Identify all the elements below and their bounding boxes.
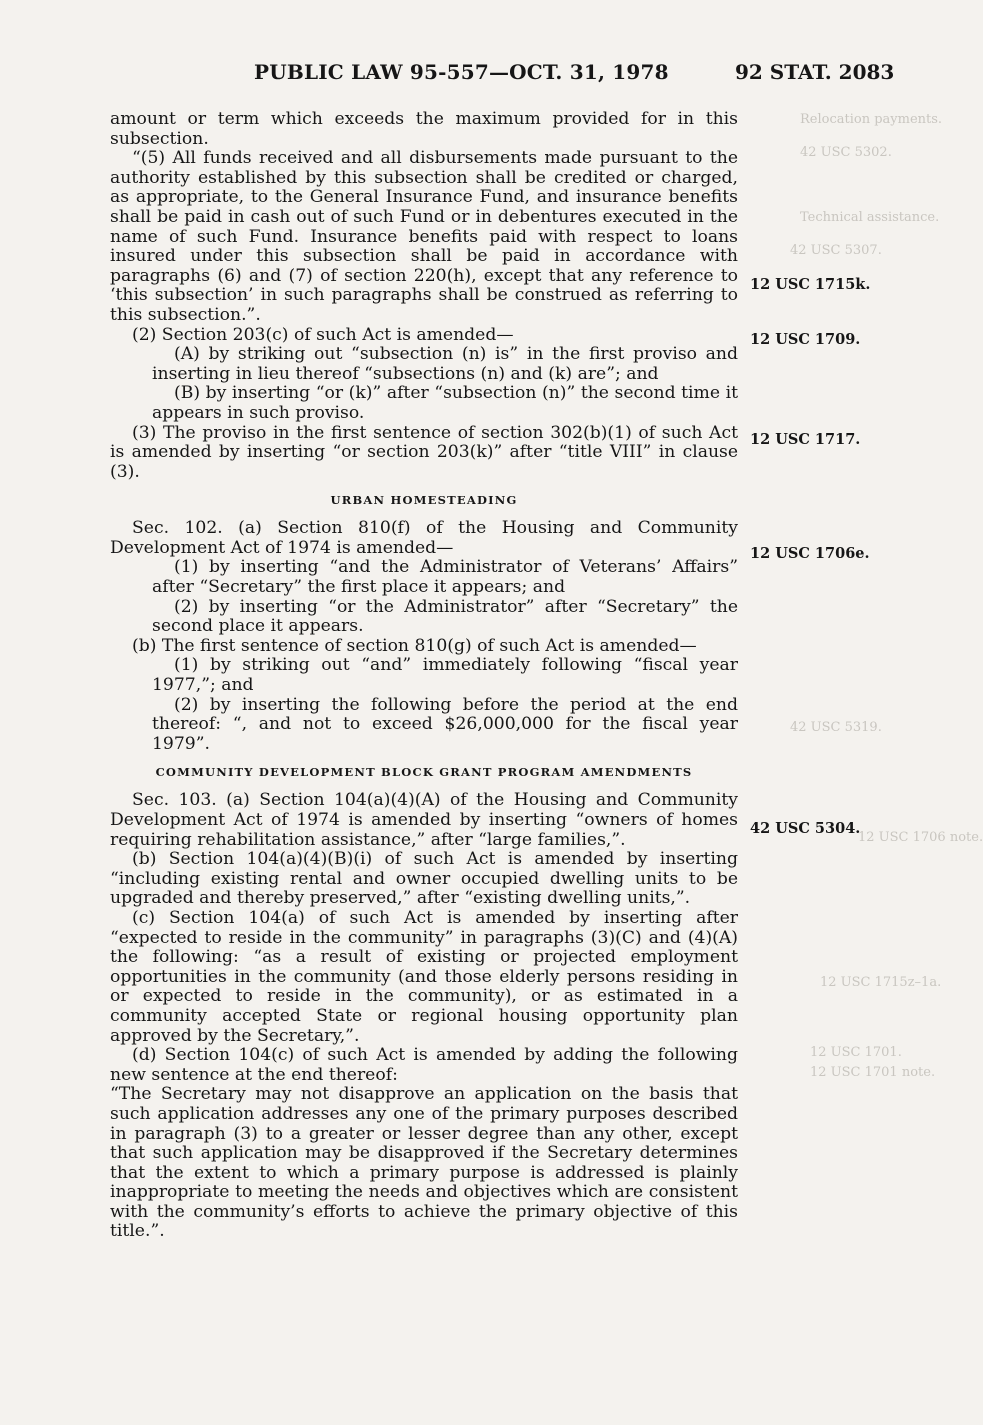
paragraph: (B) by inserting “or (k)” after “subsection (n)” the second time it appears in such proviso. <box>152 383 738 423</box>
paragraph: (3) The proviso in the first sentence of section 302(b)(1) of such Act is amended by inserting “or section 203(k)” after “title VIII” in clause (3). <box>110 422 738 482</box>
margin-citation: 12 USC 1706e. <box>750 545 870 562</box>
paragraph: (1) by striking out “and” immediately following “fiscal year 1977,”; and <box>152 655 738 696</box>
paragraph: (b) The first sentence of section 810(g) of such Act is amended— <box>132 635 697 656</box>
paragraph: “The Secretary may not disapprove an application on the basis that such application addresses any one of the primary purposes described in paragraph (3) to a greater or lesser degree than any other, except that such application may be disapproved if the Secretary determines that the extent to which a primary purpose is addressed is plainly inappropriate to meeting the needs and objectives which are consistent with the community’s efforts to achieve the primary objective of this title.”. <box>110 1084 738 1242</box>
section-heading: URBAN HOMESTEADING <box>330 493 518 508</box>
bleed-through-note: 42 USC 5307. <box>790 243 882 258</box>
paragraph: (2) by inserting the following before the period at the end thereof: “, and not to exceed $26,000,000 for the fiscal year 1979”. <box>152 694 738 754</box>
section-heading: COMMUNITY DEVELOPMENT BLOCK GRANT PROGRAM AMENDMENTS <box>155 765 693 780</box>
bleed-through-note: 42 USC 5302. <box>800 145 892 160</box>
paragraph: (d) Section 104(c) of such Act is amended by adding the following new sentence at the end thereof: <box>110 1045 738 1085</box>
bleed-through-note: 12 USC 1715z–1a. <box>820 975 942 990</box>
bleed-through-note: 42 USC 5319. <box>790 720 882 735</box>
paragraph: (2) Section 203(c) of such Act is amended— <box>132 324 514 345</box>
margin-citation: 12 USC 1709. <box>750 331 861 348</box>
statute-page-reference: 92 STAT. 2083 <box>735 60 895 84</box>
paragraph: (c) Section 104(a) of such Act is amended by inserting after “expected to reside in the community” in paragraphs (3)(C) and (4)(A) the following: “as a result of existing or projected employment opportunities in the community (and those elderly persons residing in or expected to reside in the community), or as estimated in a community accepted State or regional housing opportunity plan approved by the Secretary,”. <box>110 907 738 1046</box>
bleed-through-note: 12 USC 1706 note. <box>858 830 983 845</box>
paragraph: amount or term which exceeds the maximum provided for in this subsection. <box>110 109 738 149</box>
bleed-through-note: Technical assistance. <box>800 210 940 225</box>
statute-body-text <box>110 110 738 1242</box>
bleed-through-note: 12 USC 1701 note. <box>810 1065 936 1080</box>
paragraph: Sec. 102. (a) Section 810(f) of the Housing and Community Development Act of 1974 is amended— <box>110 518 738 558</box>
margin-citation: 42 USC 5304. <box>750 820 861 837</box>
margin-citation: 12 USC 1717. <box>750 431 861 448</box>
paragraph: Sec. 103. (a) Section 104(a)(4)(A) of the Housing and Community Development Act of 1974 is amended by inserting “owners of homes requiring rehabilitation assistance,” after “large families,”. <box>110 790 738 850</box>
paragraph: “(5) All funds received and all disbursements made pursuant to the authority established by this subsection shall be credited or charged, as appropriate, to the General Insurance Fund, and insurance benefits shall be paid in cash out of such Fund or in debentures executed in the name of such Fund. Insurance benefits paid with respect to loans insured under this subsection shall be paid in accordance with paragraphs (6) and (7) of section 220(h), except that any reference to ‘this subsection’ in such paragraphs shall be construed as referring to this subsection.”. <box>110 148 738 325</box>
bleed-through-note: 12 USC 1701. <box>810 1045 902 1060</box>
running-header-title: PUBLIC LAW 95-557—OCT. 31, 1978 <box>254 60 669 84</box>
paragraph: (b) Section 104(a)(4)(B)(i) of such Act is amended by inserting “including existing rental and owner occupied dwelling units to be upgraded and thereby preserved,” after “existing dwelling units,”. <box>110 849 738 909</box>
margin-citation: 12 USC 1715k. <box>750 276 871 293</box>
bleed-through-note: Relocation payments. <box>800 112 943 127</box>
paragraph: (2) by inserting “or the Administrator” after “Secretary” the second place it appears. <box>152 596 738 637</box>
paragraph: (A) by striking out “subsection (n) is” in the first proviso and inserting in lieu thereof “subsections (n) and (k) are”; and <box>152 344 738 384</box>
paragraph: (1) by inserting “and the Administrator of Veterans’ Affairs” after “Secretary” the first place it appears; and <box>152 557 738 598</box>
